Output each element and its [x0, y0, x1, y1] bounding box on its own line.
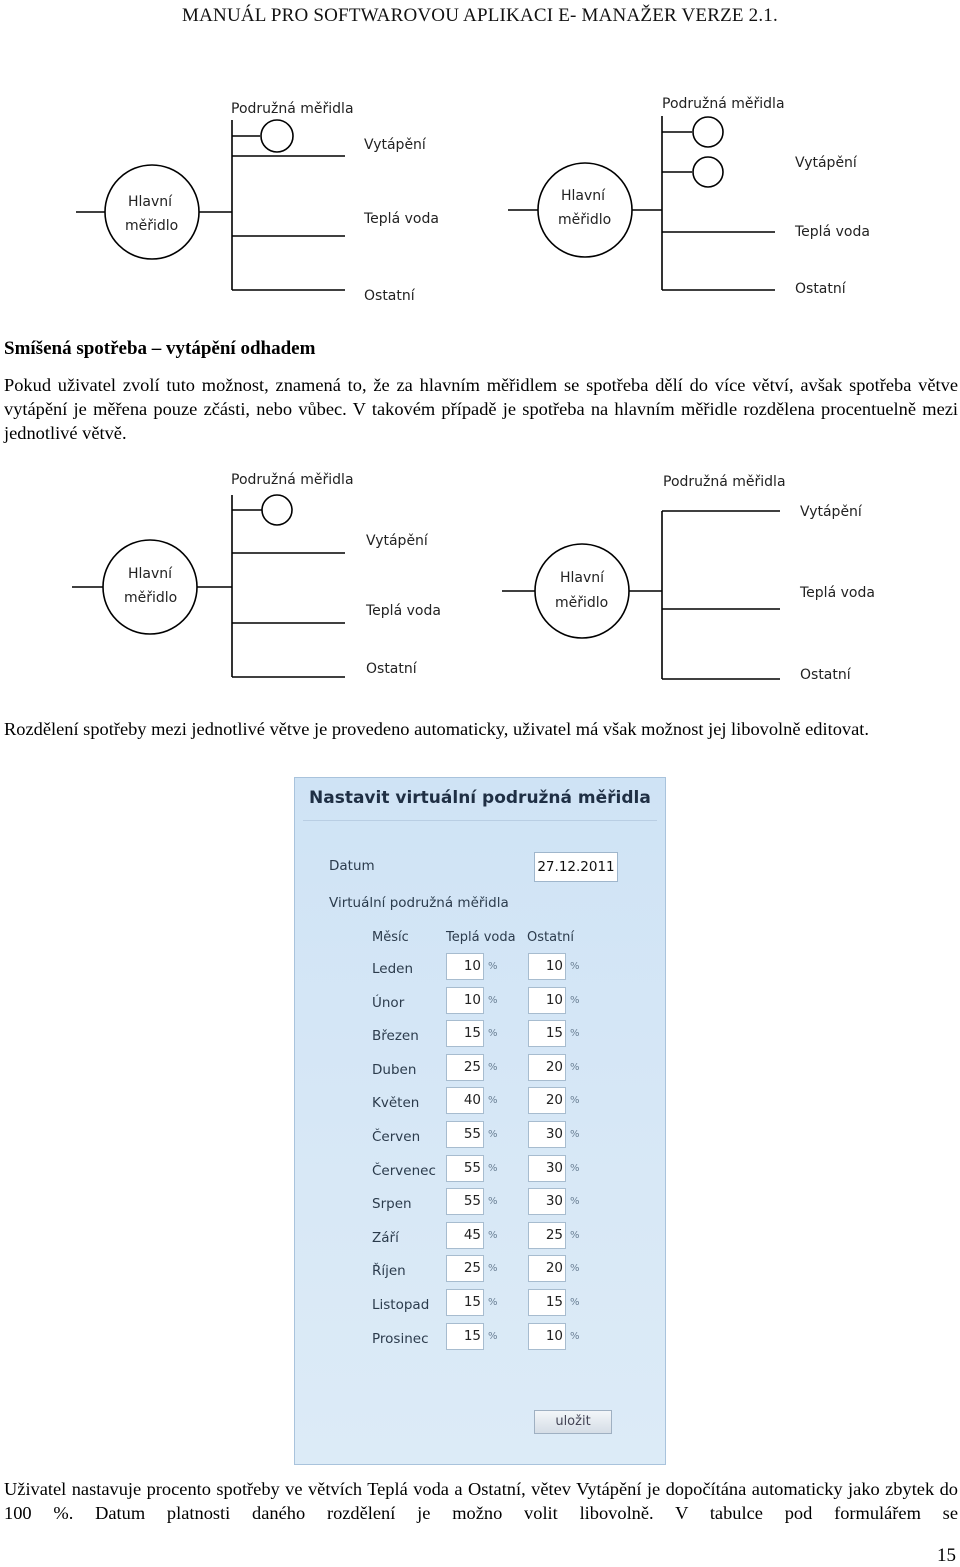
percent-unit: % — [570, 994, 580, 1006]
month-name: Leden — [372, 961, 414, 977]
percent-unit: % — [488, 1297, 498, 1308]
percent-unit: % — [488, 1095, 498, 1107]
diagram-middle — [0, 465, 960, 695]
month-name: Září — [372, 1229, 399, 1246]
table-row — [295, 1222, 665, 1252]
hot-water-percent-input[interactable]: 15 — [446, 1323, 484, 1350]
percent-unit: % — [488, 1129, 498, 1140]
hot-water-percent-input[interactable]: 10 — [446, 953, 484, 980]
virtual-meters-label: Virtuální podružná měřidla — [329, 895, 509, 911]
page-header: MANUÁL PRO SOFTWAROVOU APLIKACI E- MANAŽER VERZE 2.1. — [182, 5, 778, 26]
percent-unit: % — [570, 1061, 580, 1073]
percent-unit: % — [570, 1196, 580, 1208]
other-percent-input[interactable]: 25 — [528, 1222, 566, 1249]
main-meter-label: Hlavní — [128, 194, 173, 210]
svg-text:Teplá voda: Teplá voda — [795, 224, 870, 240]
other-percent-input[interactable]: 20 — [528, 1054, 566, 1081]
other-percent-input[interactable]: 30 — [528, 1188, 566, 1215]
month-name: Říjen — [372, 1263, 406, 1280]
svg-text:Hlavní: Hlavní — [560, 570, 605, 586]
branch-hot-water: Teplá voda — [364, 211, 439, 227]
svg-text:Ostatní: Ostatní — [795, 281, 846, 297]
percent-unit: % — [570, 1095, 580, 1107]
svg-text:Podružná měřidla: Podružná měřidla — [662, 96, 785, 112]
page-number: 15 — [937, 1545, 956, 1566]
hot-water-percent-input[interactable]: 45 — [446, 1222, 484, 1249]
section-heading: Smíšená spotřeba – vytápění odhadem — [4, 338, 316, 359]
hot-water-percent-input[interactable]: 10 — [446, 987, 484, 1014]
table-row — [295, 987, 665, 1017]
svg-text:Vytápění: Vytápění — [800, 504, 862, 520]
percent-unit: % — [488, 1330, 498, 1342]
other-percent-input[interactable]: 30 — [528, 1155, 566, 1182]
other-percent-input[interactable]: 15 — [528, 1289, 566, 1316]
percent-unit: % — [570, 1229, 580, 1241]
svg-text:Ostatní: Ostatní — [366, 661, 417, 677]
other-percent-input[interactable]: 10 — [528, 987, 566, 1014]
month-name: Únor — [372, 994, 405, 1011]
paragraph-3: Uživatel nastavuje procento spotřeby ve větvích Teplá voda a Ostatní, větev Vytápění je dopočítána automaticky jako zbytek do 100 %. Datum platnosti daného rozdělení je možno volit libovolně. V tabulce pod formulářem se — [4, 1479, 958, 1523]
hot-water-percent-input[interactable]: 15 — [446, 1020, 484, 1047]
month-name: Květen — [372, 1095, 420, 1112]
other-percent-input[interactable]: 20 — [528, 1255, 566, 1282]
main-meter-circle — [105, 165, 199, 259]
col-header-other: Ostatní — [527, 930, 575, 945]
percent-unit: % — [488, 1263, 498, 1275]
form-divider — [303, 820, 657, 821]
table-row — [295, 953, 665, 983]
other-percent-input[interactable]: 10 — [528, 1323, 566, 1350]
save-button[interactable]: uložit — [534, 1410, 612, 1434]
month-name: Prosinec — [372, 1330, 429, 1347]
branch-heating: Vytápění — [364, 137, 426, 153]
diagram-mid-right — [502, 474, 875, 683]
hot-water-percent-input[interactable]: 40 — [446, 1087, 484, 1114]
svg-text:Hlavní: Hlavní — [128, 566, 173, 582]
table-row — [295, 1323, 665, 1353]
other-percent-input[interactable]: 30 — [528, 1121, 566, 1148]
month-name: Červen — [372, 1129, 421, 1145]
month-name: Duben — [372, 1061, 417, 1078]
svg-text:měřidlo: měřidlo — [558, 212, 612, 228]
hot-water-percent-input[interactable]: 25 — [446, 1255, 484, 1282]
percent-unit: % — [488, 994, 498, 1006]
col-header-hot-water: Teplá voda — [446, 930, 516, 945]
sub-meters-label: Podružná měřidla — [231, 101, 354, 117]
percent-unit: % — [570, 961, 580, 972]
form-title: Nastavit virtuální podružná měřidla — [309, 788, 651, 808]
svg-text:Vytápění: Vytápění — [366, 533, 428, 549]
diagram-top — [0, 0, 960, 320]
hot-water-percent-input[interactable]: 55 — [446, 1188, 484, 1215]
percent-unit: % — [488, 1196, 498, 1208]
percent-unit: % — [488, 961, 498, 972]
other-percent-input[interactable]: 10 — [528, 953, 566, 980]
branch-other: Ostatní — [364, 288, 415, 304]
hot-water-percent-input[interactable]: 55 — [446, 1155, 484, 1182]
sub-meter-circle — [261, 120, 293, 152]
table-row — [295, 1155, 665, 1185]
percent-unit: % — [488, 1162, 498, 1174]
diagram-mid-left — [72, 472, 441, 677]
other-percent-input[interactable]: 15 — [528, 1020, 566, 1047]
svg-text:Teplá voda: Teplá voda — [366, 603, 441, 619]
diagram-top-right — [508, 96, 870, 297]
table-row — [295, 1087, 665, 1117]
percent-unit: % — [570, 1263, 580, 1275]
svg-text:Podružná měřidla: Podružná měřidla — [663, 474, 786, 490]
svg-text:Hlavní: Hlavní — [561, 188, 606, 204]
table-row — [295, 1255, 665, 1285]
datum-input[interactable]: 27.12.2011 — [534, 852, 618, 882]
svg-text:Teplá voda: Teplá voda — [800, 585, 875, 601]
month-name: Březen — [372, 1028, 419, 1045]
table-row — [295, 1054, 665, 1084]
main-meter-label-2: měřidlo — [125, 218, 179, 234]
datum-label: Datum — [329, 858, 375, 874]
table-row — [295, 1188, 665, 1218]
col-header-month: Měsíc — [372, 930, 409, 945]
percent-unit: % — [488, 1229, 498, 1241]
month-name: Listopad — [372, 1297, 430, 1313]
percent-unit: % — [570, 1330, 580, 1342]
table-row — [295, 1121, 665, 1151]
paragraph-1: Pokud uživatel zvolí tuto možnost, znamená to, že za hlavním měřidlem se spotřeba dělí do více větví, avšak spotřeba větve vytápění je měřena pouze zčásti, nebo vůbec. V takovém případě je spotřeba na hlavním měřidle rozdělena procentuelně mezi jednotlivé větvě. — [4, 375, 958, 443]
svg-text:Podružná měřidla: Podružná měřidla — [231, 472, 354, 488]
diagram-top-left — [76, 101, 439, 304]
percent-unit: % — [570, 1028, 580, 1040]
month-name: Červenec — [372, 1162, 436, 1179]
hot-water-percent-input[interactable]: 25 — [446, 1054, 484, 1081]
paragraph-2: Rozdělení spotřeby mezi jednotlivé větve je provedeno automaticky, uživatel má však možnost jej libovolně editovat. — [4, 719, 869, 739]
percent-unit: % — [570, 1297, 580, 1308]
percent-unit: % — [570, 1162, 580, 1174]
month-name: Srpen — [372, 1196, 412, 1213]
svg-text:Ostatní: Ostatní — [800, 667, 851, 683]
svg-text:měřidlo: měřidlo — [555, 595, 609, 611]
percent-unit: % — [570, 1129, 580, 1140]
table-row — [295, 1020, 665, 1050]
percent-unit: % — [488, 1028, 498, 1040]
other-percent-input[interactable]: 20 — [528, 1087, 566, 1114]
percent-unit: % — [488, 1061, 498, 1073]
svg-text:měřidlo: měřidlo — [124, 590, 178, 606]
virtual-meters-form — [294, 777, 666, 1465]
hot-water-percent-input[interactable]: 15 — [446, 1289, 484, 1316]
svg-text:Vytápění: Vytápění — [795, 155, 857, 171]
hot-water-percent-input[interactable]: 55 — [446, 1121, 484, 1148]
table-row — [295, 1289, 665, 1319]
